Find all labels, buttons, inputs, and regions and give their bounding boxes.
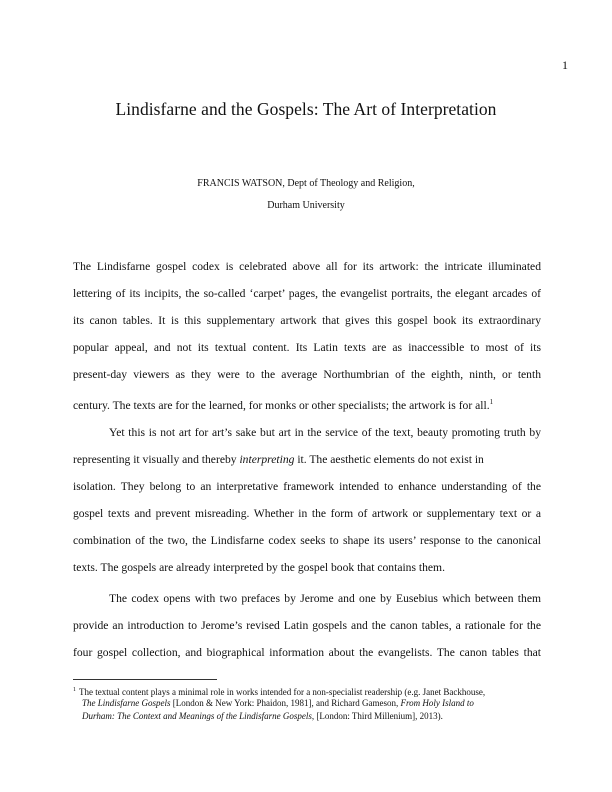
body-line-text: century. The texts are for the learned, for monks or other specialists; the artwork is for all. — [73, 399, 490, 412]
body-line: provide an introduction to Jerome’s revised Latin gospels and the canon tables, a rationale for the — [73, 619, 541, 632]
body-line: four gospel collection, and biographical information about the evangelists. The canon tables that — [73, 646, 541, 659]
body-line: its canon tables. It is this supplementary artwork that gives this gospel book its extraordinary — [73, 314, 541, 327]
body-line: The Lindisfarne gospel codex is celebrated above all for its artwork: the intricate illuminated — [73, 260, 541, 273]
body-line-with-note — [73, 394, 541, 410]
body-line: combination of the two, the Lindisfarne codex seeks to shape its users’ response to the canonical — [73, 534, 541, 547]
body-line: isolation. They belong to an interpretative framework intended to enhance understanding of the — [73, 480, 541, 493]
footnote-line — [82, 697, 474, 709]
footnote-line — [82, 710, 443, 722]
footnote-separator — [73, 679, 217, 680]
footnote-book-title: The Lindisfarne Gospels — [82, 698, 171, 708]
author-affiliation-line-2: Durham University — [267, 200, 345, 211]
body-line: popular appeal, and not its textual content. Its Latin texts are as inaccessible to most of its — [73, 341, 541, 354]
footnote-book-title: Durham: The Context and Meanings of the Lindisfarne Gospels — [82, 711, 312, 721]
body-line: lettering of its incipits, the so-called ‘carpet’ pages, the evangelist portraits, the elegant arcades of — [73, 287, 541, 300]
footnote-text: , [London: Third Millenium], 2013). — [311, 711, 443, 721]
footnote-book-title: From Holy Island to — [400, 698, 474, 708]
footnote-marker: 1 — [73, 687, 76, 693]
body-line: Yet this is not art for art’s sake but art in the service of the text, beauty promoting truth by — [109, 426, 541, 439]
body-line: texts. The gospels are already interpreted by the gospel book that contains them. — [73, 561, 445, 574]
body-text: representing it visually and thereby — [73, 453, 240, 466]
page-number: 1 — [562, 58, 568, 72]
footnote-line — [73, 684, 485, 698]
emphasis-text: interpreting — [239, 453, 295, 466]
body-line: gospel texts and prevent misreading. Whether in the form of artwork or supplementary text or a — [73, 507, 541, 520]
body-line: present-day viewers as they were to the average Northumbrian of the eighth, ninth, or tenth — [73, 368, 541, 381]
footnote-reference[interactable]: 1 — [489, 398, 494, 406]
body-line-with-emphasis — [73, 452, 541, 468]
footnote-text: [London & New York: Phaidon, 1981], and Richard Gameson, — [170, 698, 401, 708]
body-line: The codex opens with two prefaces by Jerome and one by Eusebius which between them — [109, 592, 541, 605]
author-affiliation-line-1: FRANCIS WATSON, Dept of Theology and Religion, — [197, 178, 415, 189]
footnote-text: The textual content plays a minimal role in works intended for a non-specialist readership (e.g. Janet Backhouse, — [79, 687, 486, 697]
body-text: it. The aesthetic elements do not exist in — [294, 453, 484, 466]
paper-title: Lindisfarne and the Gospels: The Art of Interpretation — [115, 99, 497, 119]
